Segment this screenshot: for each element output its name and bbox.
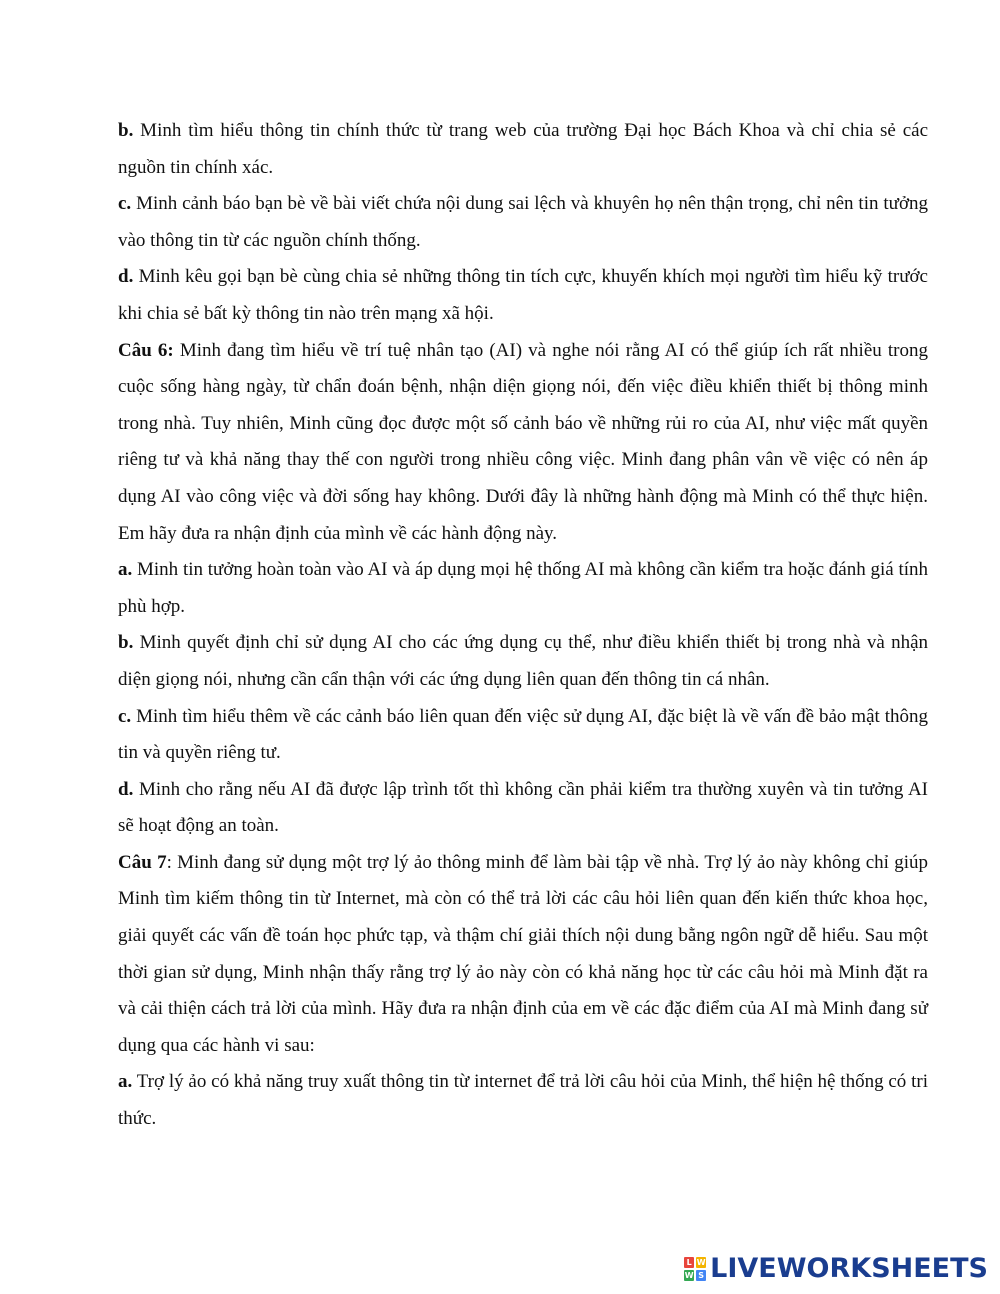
option-text: Minh kêu gọi bạn bè cùng chia sẻ những thông tin tích cực, khuyến khích mọi người tìm hiểu kỹ trước khi chia sẻ bất kỳ thông tin nào trên mạng xã hội. [118,266,928,324]
option-label: c. [118,193,132,215]
option-text: Trợ lý ảo có khả năng truy xuất thông tin từ internet để trả lời câu hỏi của Minh, thể hiện hệ thống có tri thức. [118,1071,928,1130]
liveworksheets-logo [684,1253,988,1284]
option-label: a. [118,559,133,581]
logo-text: LIVEWORKSHEETS [710,1253,988,1284]
option-label: a. [118,1071,133,1093]
option-label: b. [118,120,134,141]
option-text: Minh tìm hiểu thêm về các cảnh báo liên quan đến việc sử dụng AI, đặc biệt là về vấn đề bảo mật thông tin và quyền riêng tư. [118,705,928,764]
question-6 [118,333,928,553]
logo-letter-s: S [696,1270,706,1281]
liveworksheets-logo-icon [684,1257,706,1281]
option-label: d. [118,778,134,800]
worksheet-content [118,113,928,1138]
option-text: Minh cho rằng nếu AI đã được lập trình tốt thì không cần phải kiểm tra thường xuyên và tin tưởng AI sẽ hoạt động an toàn. [118,778,928,837]
option-c-q5 [118,186,928,259]
question-7 [118,845,928,1065]
option-d-q6 [118,772,928,845]
option-text: Minh tìm hiểu thông tin chính thức từ trang web của trường Đại học Bách Khoa và chỉ chia sẻ các nguồn tin chính xác. [118,120,928,178]
question-label: Câu 7 [118,851,167,873]
option-label: d. [118,266,134,288]
logo-letter-l: L [684,1257,694,1268]
option-b-q6 [118,625,928,698]
logo-letter-w: W [696,1257,706,1267]
option-b-q5 [118,113,928,186]
option-label: b. [118,632,134,654]
option-text: Minh cảnh báo bạn bè về bài viết chứa nội dung sai lệch và khuyên họ nên thận trọng, chỉ nên tin tưởng vào thông tin từ các nguồn chính thống. [118,193,928,251]
question-text: Minh đang tìm hiểu về trí tuệ nhân tạo (AI) và nghe nói rằng AI có thể giúp ích rất nhiều trong cuộc sống hàng ngày, từ chẩn đoán bệnh, nhận diện giọng nói, đến việc điều khiển thiết bị thông minh trong nhà. Tuy nhiên, Minh cũng đọc được một số cảnh báo về những rủi ro của AI, như việc mất quyền riêng tư và khả năng thay thế con người trong nhiều công việc. Minh đang phân vân về việc có nên áp dụng AI vào công việc và đời sống hay không. Dưới đây là những hành động mà Minh có thể thực hiện. Em hãy đưa ra nhận định của mình về các hành động này. [118,339,928,544]
option-label: c. [118,705,132,727]
question-label: Câu 6: [118,339,174,361]
option-text: Minh tin tưởng hoàn toàn vào AI và áp dụng mọi hệ thống AI mà không cần kiểm tra hoặc đánh giá tính phù hợp. [118,559,928,617]
logo-letter-w2: W [684,1270,694,1280]
option-text: Minh quyết định chỉ sử dụng AI cho các ứng dụng cụ thể, như điều khiển thiết bị trong nhà và nhận diện giọng nói, nhưng cần cẩn thận với các ứng dụng liên quan đến thông tin cá nhân. [118,632,928,690]
question-text: : Minh đang sử dụng một trợ lý ảo thông minh để làm bài tập về nhà. Trợ lý ảo này không chỉ giúp Minh tìm kiếm thông tin từ Internet, mà còn có thể trả lời các câu hỏi liên quan đến kiến thức khoa học, giải quyết các vấn đề toán học phức tạp, và thậm chí giải thích nội dung bằng ngôn ngữ dễ hiểu. Sau một thời gian sử dụng, Minh nhận thấy rằng trợ lý ảo này còn có khả năng học từ các câu hỏi mà Minh đặt ra và cải thiện cách trả lời của mình. Hãy đưa ra nhận định của em về các đặc điểm của AI mà Minh đang sử dụng qua các hành vi sau: [118,851,928,1056]
option-d-q5 [118,259,928,332]
option-a-q6 [118,552,928,625]
option-a-q7 [118,1064,928,1137]
option-c-q6 [118,699,928,772]
